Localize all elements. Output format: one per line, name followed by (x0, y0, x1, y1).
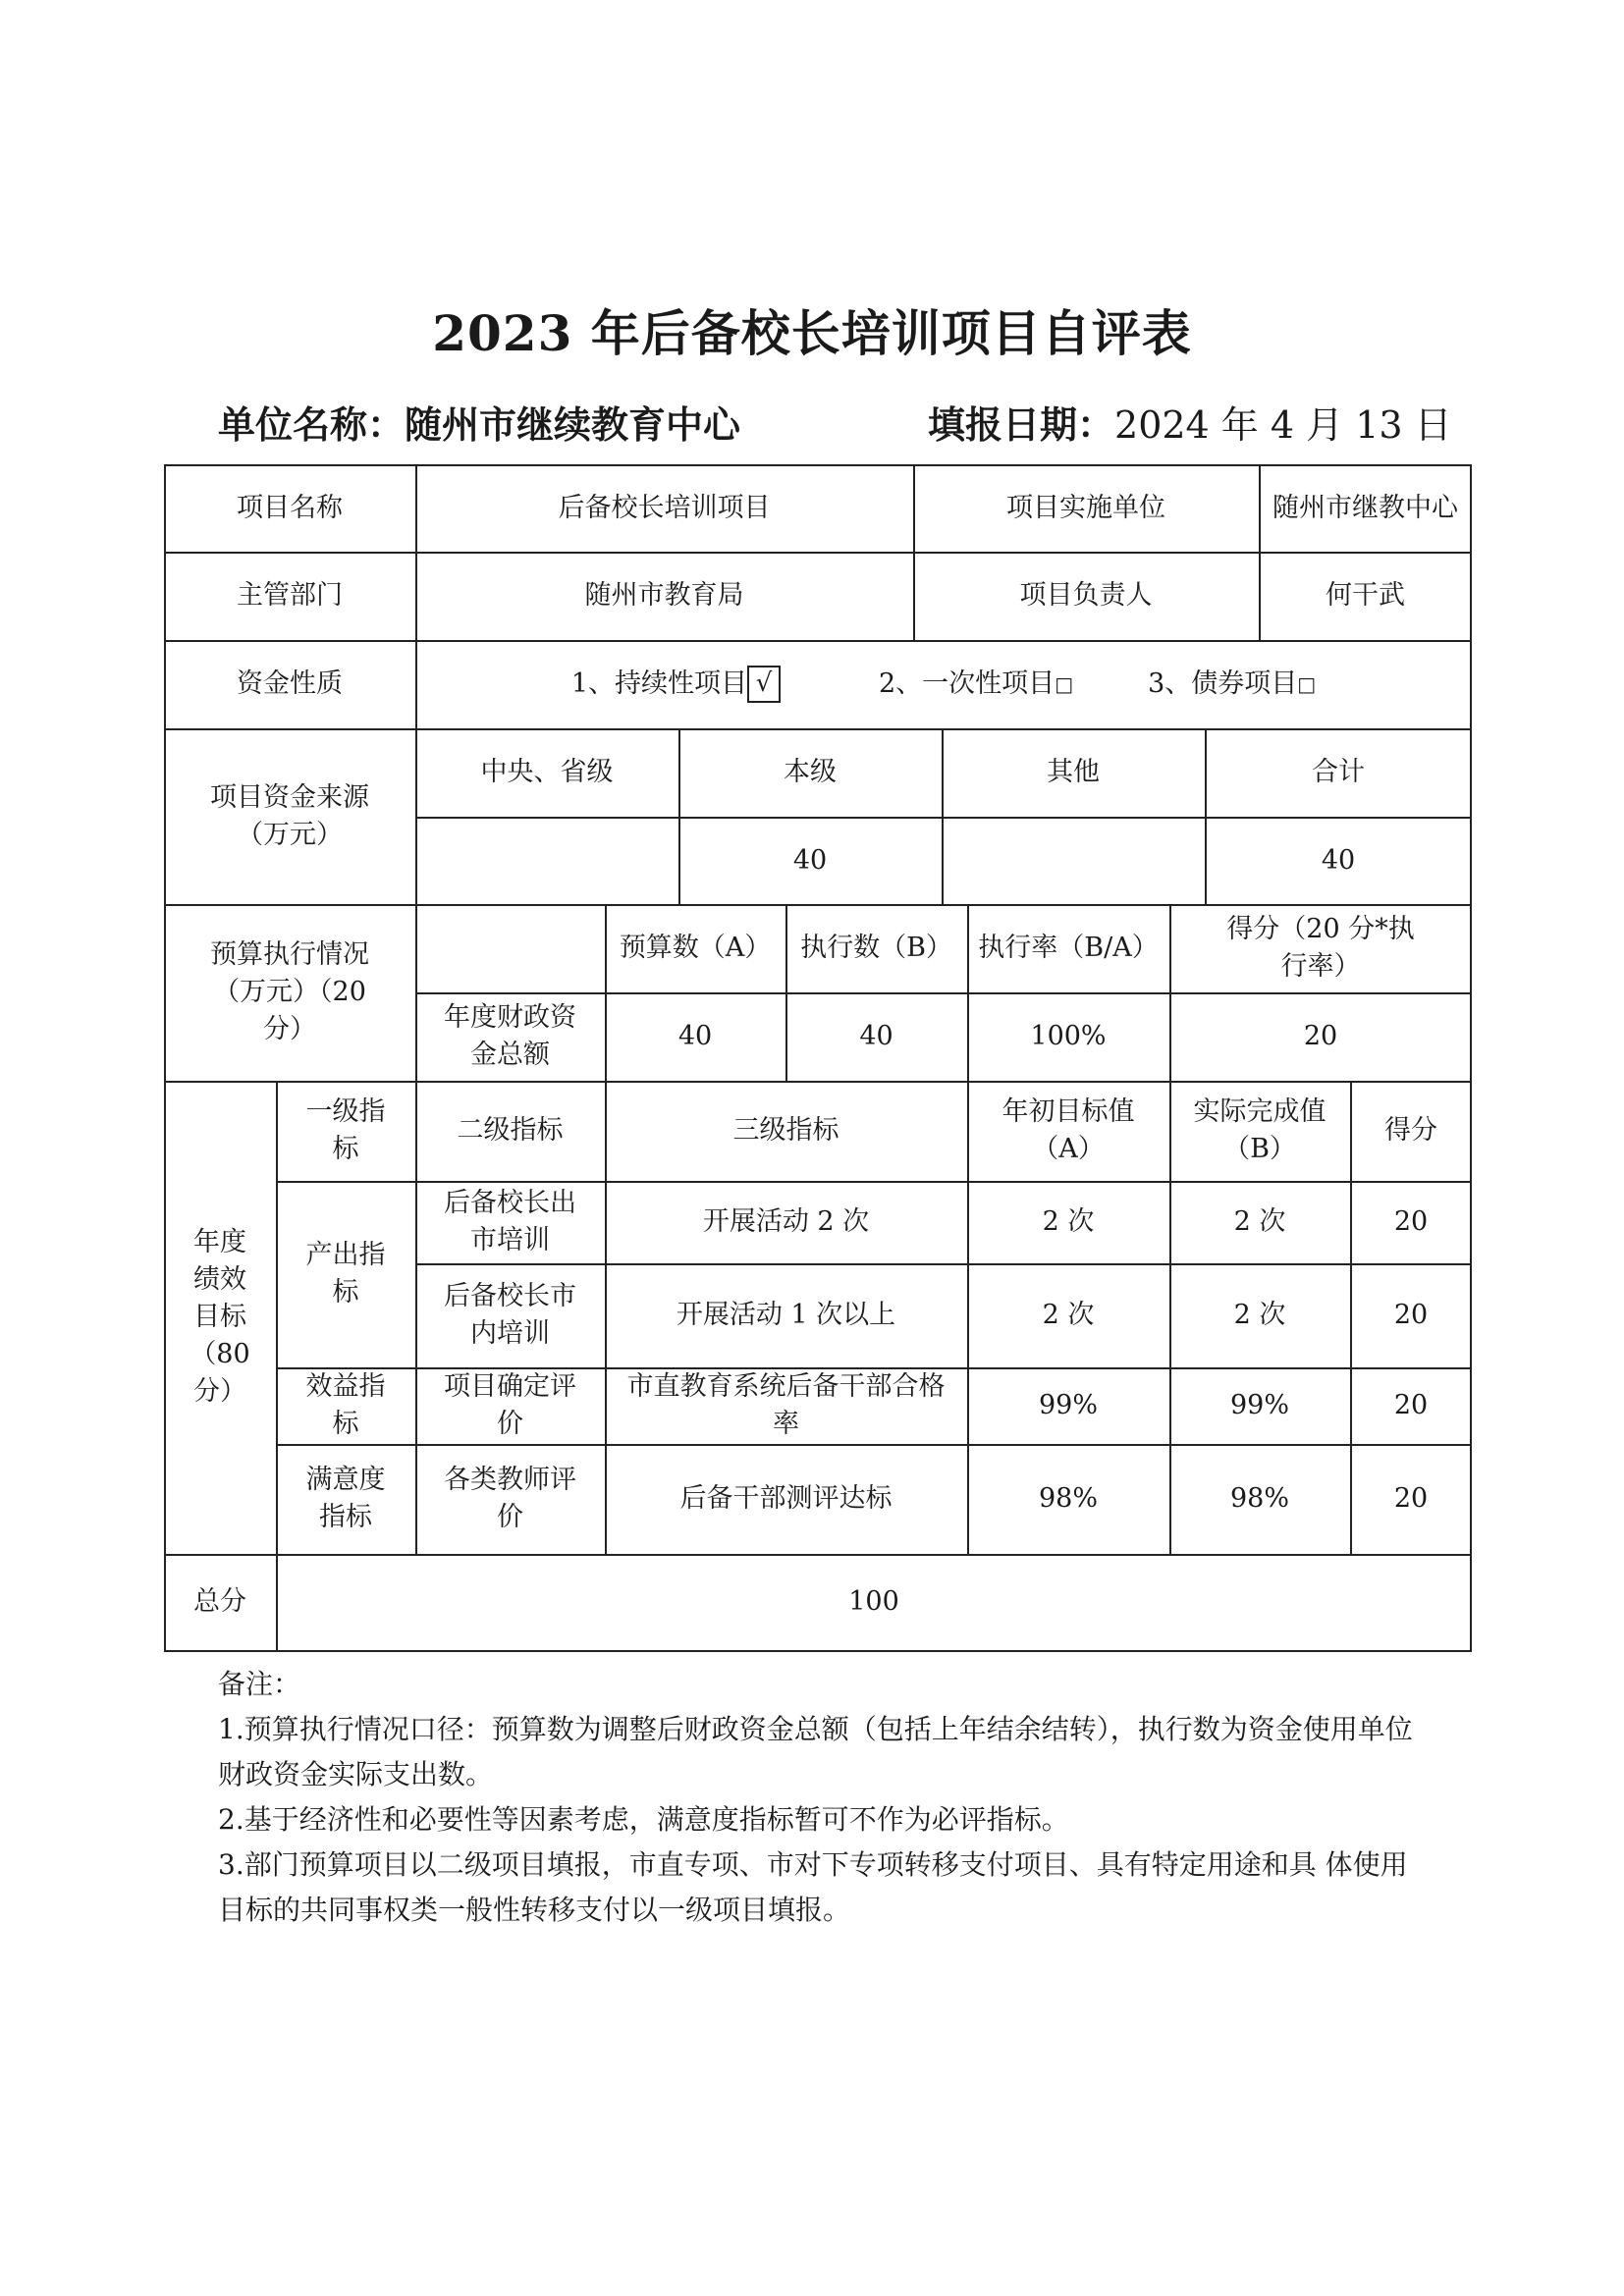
output-score: 20 (1393, 1300, 1429, 1330)
budget-score: 20 (1303, 1021, 1338, 1051)
satisfaction-l3: 后备干部测评达标 (679, 1483, 893, 1514)
budget-header: 得分（20 分*执行率） (1226, 914, 1415, 982)
output-indicator-label: 产出指标 (305, 1240, 386, 1308)
project-name-value: 后备校长培训项目 (558, 492, 771, 523)
satisfaction-indicator-label: 满意度指标 (305, 1465, 386, 1532)
performance-goal-label: 年度绩效目标（80 分） (189, 1227, 250, 1407)
output-l2: 后备校长市内培训 (444, 1281, 576, 1349)
manager-value: 何干武 (1326, 580, 1405, 611)
self-evaluation-table (164, 464, 1472, 1652)
fund-source-value (942, 817, 1205, 904)
implementing-unit-label: 项目实施单位 (1006, 492, 1165, 523)
output-actual: 2 次 (1233, 1300, 1286, 1330)
fund-source-header: 其他 (1047, 757, 1100, 787)
fund-nature-option-continuous: 1、持续性项目 (570, 668, 747, 699)
budget-amount: 40 (677, 1021, 713, 1051)
output-l3: 开展活动 1 次以上 (676, 1300, 896, 1330)
budget-header: 执行数（B） (800, 933, 952, 963)
output-actual: 2 次 (1233, 1206, 1286, 1237)
report-date-label: 填报日期： (928, 402, 1115, 447)
total-label: 总分 (193, 1586, 246, 1617)
supervisor-label: 主管部门 (237, 580, 343, 611)
perf-header: 二级指标 (457, 1115, 564, 1146)
note-item: 1.预算执行情况口径：预算数为调整后财政资金总额（包括上年结余结转），执行数为资金使用单位财政资金实际支出数。 (218, 1713, 1413, 1790)
perf-header: 一级指标 (305, 1096, 386, 1164)
report-date-value: 2024 年 4 月 13 日 (1114, 403, 1452, 447)
document-title: 2023 年后备校长培训项目自评表 (432, 304, 1192, 362)
fund-nature-label: 资金性质 (237, 668, 343, 699)
supervisor-value: 随州市教育局 (584, 580, 744, 611)
output-l2: 后备校长出市培训 (444, 1188, 576, 1255)
budget-row-label: 年度财政资金总额 (444, 1002, 576, 1070)
benefit-indicator-label: 效益指标 (305, 1371, 386, 1439)
project-name-label: 项目名称 (237, 492, 343, 523)
budget-header-blank (415, 904, 605, 992)
benefit-actual: 99% (1229, 1390, 1289, 1420)
budget-header: 预算数（A） (619, 933, 772, 963)
fund-source-header: 中央、省级 (480, 757, 614, 787)
satisfaction-l2: 各类教师评价 (444, 1465, 576, 1532)
fund-source-label: 项目资金来源（万元） (210, 781, 369, 850)
benefit-l3: 市直教育系统后备干部合格率 (626, 1371, 946, 1439)
notes-section (218, 1662, 1426, 1933)
implementing-unit-value: 随州市继教中心 (1272, 492, 1458, 523)
unit-name-value: 随州市继续教育中心 (405, 402, 741, 447)
fund-source-header: 合计 (1312, 757, 1365, 787)
benefit-score: 20 (1393, 1390, 1429, 1420)
executed-amount: 40 (859, 1021, 893, 1051)
output-l3: 开展活动 2 次 (702, 1206, 870, 1237)
perf-header: 年初目标值（A） (1001, 1096, 1135, 1164)
fund-source-value: 40 (1321, 844, 1356, 876)
unit-name-label: 单位名称： (218, 402, 406, 447)
perf-header: 三级指标 (732, 1115, 839, 1146)
note-item: 3.部门预算项目以二级项目填报，市直专项、市对下专项转移支付项目、具有特定用途和具 体使用目标的共同事权类一般性转移支付以一级项目填报。 (218, 1848, 1408, 1926)
checked-box-icon: √ (747, 666, 781, 703)
benefit-l2: 项目确定评价 (444, 1371, 576, 1439)
report-date (928, 395, 1452, 449)
output-target: 2 次 (1042, 1206, 1095, 1237)
output-target: 2 次 (1042, 1300, 1095, 1330)
fund-source-value (415, 817, 678, 904)
execution-rate: 100% (1030, 1021, 1107, 1051)
budget-header: 执行率（B/A） (978, 933, 1159, 963)
notes-heading: 备注： (218, 1668, 301, 1700)
perf-header: 得分 (1384, 1115, 1437, 1146)
fund-nature-option-one-time: 2、一次性项目 (879, 668, 1056, 699)
fund-nature-options (415, 640, 1472, 728)
budget-execution-label: 预算执行情况（万元）（20 分） (210, 939, 369, 1044)
total-value: 100 (848, 1586, 899, 1617)
empty-box-icon: □ (1055, 672, 1074, 696)
fund-source-value: 40 (792, 844, 828, 876)
satisfaction-score: 20 (1393, 1483, 1429, 1514)
table-border-bottom (164, 1650, 1472, 1652)
benefit-target: 99% (1038, 1390, 1098, 1420)
empty-box-icon: □ (1297, 672, 1317, 696)
unit-name (218, 395, 740, 449)
fund-nature-option-bond: 3、债券项目 (1148, 668, 1298, 699)
satisfaction-target: 98% (1038, 1483, 1098, 1514)
note-item: 2.基于经济性和必要性等因素考虑，满意度指标暂可不作为必评指标。 (218, 1803, 1069, 1836)
perf-header: 实际完成值（B） (1193, 1096, 1326, 1164)
output-score: 20 (1393, 1206, 1429, 1237)
satisfaction-actual: 98% (1229, 1483, 1289, 1514)
fund-source-header: 本级 (784, 757, 837, 787)
manager-label: 项目负责人 (1019, 580, 1153, 611)
